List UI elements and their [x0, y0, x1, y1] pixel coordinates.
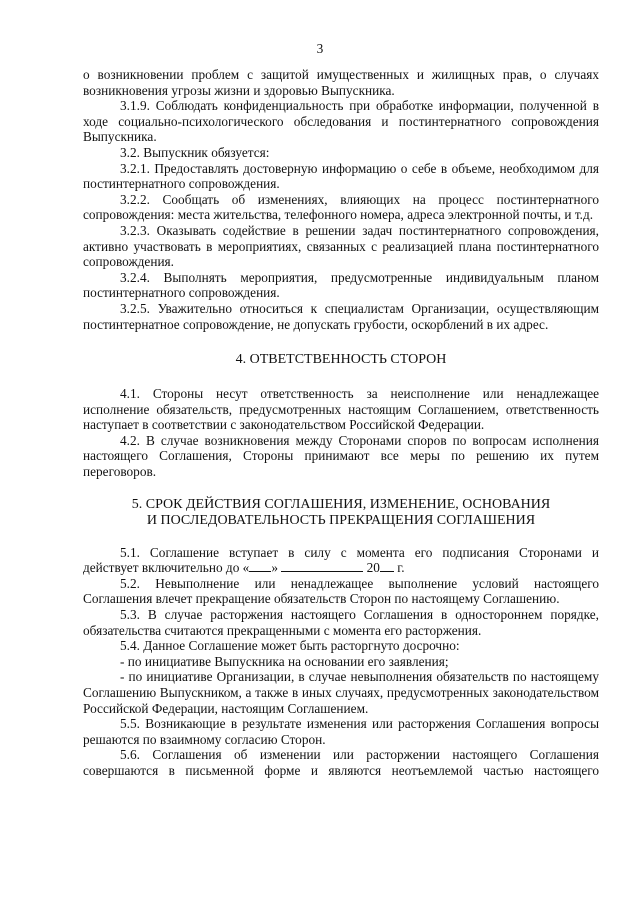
day-blank [249, 560, 271, 572]
section-5-heading [83, 497, 599, 529]
clause-3-2-5: 3.2.5. Уважительно относиться к специалистам Организации, осуществляющим постинтернатное сопровождение, не допускать грубости, оскорблений в их адрес. [83, 300, 599, 332]
clause-5-4: 5.4. Данное Соглашение может быть расторгнуто досрочно: [120, 638, 460, 654]
clause-4-2: 4.2. В случае возникновения между Сторонами споров по вопросам исполнения настоящего Соглашения, Стороны принимают все меры по решению их путем переговоров. [83, 432, 599, 480]
month-blank [281, 560, 363, 572]
clause-5-1-line1: 5.1. Соглашение вступает в силу с момента его подписания Сторонами и [120, 544, 599, 560]
clause-3-2: 3.2. Выпускник обязуется: [120, 144, 270, 160]
clause-5-1-quote-close: » [271, 560, 278, 576]
clause-3-1-9: 3.1.9. Соблюдать конфиденциальность при обработке информации, полученной в ходе социально-психологического обследования и постинтернатного сопровождения Выпускника. [83, 98, 599, 145]
section-4-heading: 4. ОТВЕТСТВЕННОСТЬ СТОРОН [235, 352, 447, 368]
section-5-heading-line2: И ПОСЛЕДОВАТЕЛЬНОСТЬ ПРЕКРАЩЕНИЯ СОГЛАШЕНИЯ [146, 512, 536, 528]
clause-5-5: 5.5. Возникающие в результате изменения или расторжения Соглашения вопросы решаются по взаимному согласию Сторон. [83, 716, 599, 747]
clause-5-2: 5.2. Невыполнение или ненадлежащее выполнение условий настоящего Соглашения влечет прекращение обязательств Сторон по настоящему Соглашению. [83, 575, 599, 607]
clause-3-2-2: 3.2.2. Сообщать об изменениях, влияющих на процесс постинтернатного сопровождения: места жительства, телефонного номера, адреса электронной почты, и т.д. [83, 191, 599, 223]
clause-5-1-line2 [83, 560, 599, 576]
clause-5-3: 5.3. В случае расторжения настоящего Соглашения в одностороннем порядке, обязательства считаются прекращенными с момента его расторжения. [83, 607, 599, 638]
clause-5-6-line2: совершаются в письменной форме и являются неотъемлемой частью настоящего [83, 762, 599, 778]
section-5-heading-line1: 5. СРОК ДЕЙСТВИЯ СОГЛАШЕНИЯ, ИЗМЕНЕНИЕ, ОСНОВАНИЯ [131, 496, 551, 512]
paragraph-continuation-line1: о возникновении проблем с защитой имущественных и жилищных прав, о случаях [83, 67, 599, 82]
clause-5-6-line1: 5.6. Соглашения об изменении или расторжении настоящего Соглашения [120, 747, 599, 763]
clause-3-2-4: 3.2.4. Выполнять мероприятия, предусмотренные индивидуальным планом постинтернатного сопровождения. [83, 269, 599, 301]
page-number: 3 [316, 41, 324, 56]
clause-5-1-year-prefix: 20 [366, 560, 380, 576]
year-blank [380, 560, 394, 572]
clause-5-1-year-suffix: г. [397, 560, 405, 576]
clause-5-1-date-prefix: действует включительно до « [83, 560, 250, 576]
clause-3-2-1: 3.2.1. Предоставлять достоверную информацию о себе в объеме, необходимом для постинтернатного сопровождения. [83, 160, 599, 192]
clause-5-4-item-a: - по инициативе Выпускника на основании его заявления; [120, 653, 449, 669]
paragraph-continuation-line2: возникновения угрозы жизни и здоровью Выпускника. [83, 82, 395, 98]
document-body [83, 67, 599, 779]
clause-3-2-3: 3.2.3. Оказывать содействие в решении задач постинтернатного сопровождения, активно участвовать в мероприятиях, связанных с реализацией плана постинтернатного сопровождения. [83, 222, 599, 270]
clause-5-4-item-b: - по инициативе Организации, в случае невыполнения обязательств по настоящему Соглашению Выпускником, а также в иных случаях, предусмотренных законодательством Российской Федерации, настоящим Соглашением. [83, 669, 599, 716]
clause-4-1: 4.1. Стороны несут ответственность за неисполнение или ненадлежащее исполнение обязательств, предусмотренных настоящим Соглашением, ответственность наступает в соответствии с законодательством Российской Федерации. [83, 386, 599, 433]
